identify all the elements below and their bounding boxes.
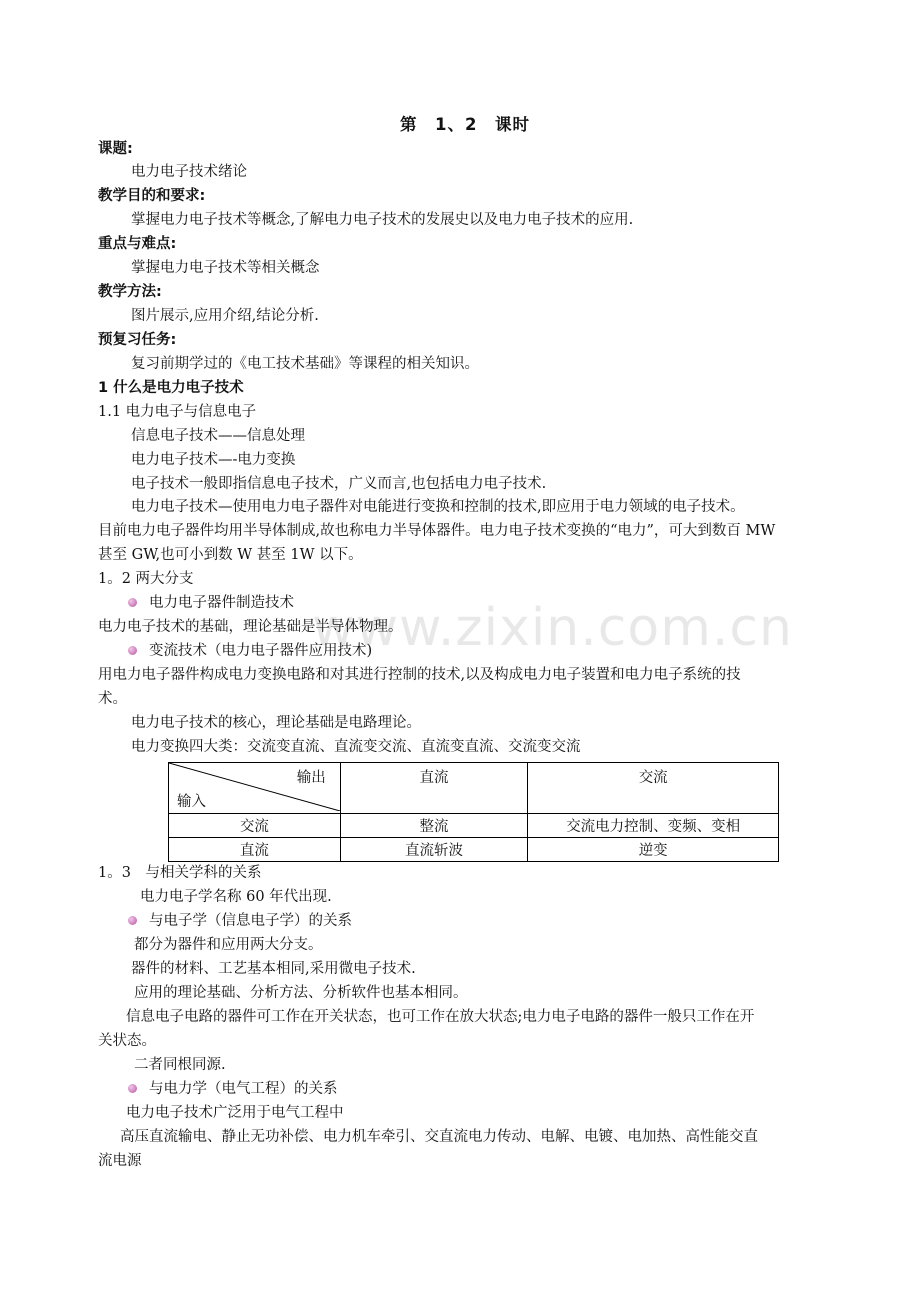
paragraph-line: 术。 [98,691,127,707]
paragraph-line: 电子技术一般即指信息电子技术，广义而言,也包括电力电子技术. [131,476,547,492]
topic-label: 课题: [98,141,133,157]
table-row [169,838,779,862]
topic-text: 电力电子技术绪论 [131,164,247,180]
key-text: 掌握电力电子技术等相关概念 [131,260,320,276]
section-1-heading: 1 什么是电力电子技术 [98,380,244,396]
paragraph-line: 信息电子技术——信息处理 [131,428,305,444]
paragraph-line: 电力电子学名称 60 年代出现. [140,889,332,905]
bullet-label: 变流技术（电力电子器件应用技术) [149,643,373,659]
paragraph-line: 甚至 GW,也可小到数 W 甚至 1W 以下。 [98,547,363,563]
row-input-cell: 交流 [169,814,341,838]
table-row [169,814,779,838]
goal-text: 掌握电力电子技术等概念,了解电力电子技术的发展史以及电力电子技术的应用. [131,212,634,228]
conversion-table [168,762,779,862]
bullet-item [128,641,372,661]
paragraph-line: 目前电力电子器件均用半导体制成,故也称电力半导体器件。电力电子技术变换的“电力”，可大到数百 MW [98,523,776,539]
paragraph-line: 流电源 [98,1153,142,1169]
paragraph-line: 电力电子技术—-电力变换 [131,452,296,468]
paragraph-line: 二者同根同源. [134,1057,226,1073]
key-label: 重点与难点: [98,236,177,252]
goal-label: 教学目的和要求: [98,188,206,204]
table-header-row [169,763,779,814]
paragraph-line: 都分为器件和应用两大分支。 [134,937,323,953]
paragraph-line: 关状态。 [98,1033,156,1049]
column-header-ac: 交流 [528,763,779,814]
corner-input-label: 输入 [177,794,206,810]
paragraph-line: 用电力电子器件构成电力变换电路和对其进行控制的技术,以及构成电力电子装置和电力电子系统的技 [98,667,741,683]
table-cell: 交流电力控制、变频、变相 [528,814,779,838]
paragraph-line: 电力电子技术广泛用于电气工程中 [126,1105,344,1121]
watermark: www.zixin.com.cn [312,598,793,658]
table-cell: 整流 [340,814,528,838]
section-1-1-heading: 1.1 电力电子与信息电子 [98,404,257,420]
bullet-icon [128,1084,137,1093]
row-input-cell: 直流 [169,838,341,862]
paragraph-line: 应用的理论基础、分析方法、分析软件也基本相同。 [134,985,468,1001]
section-1-3-heading: 1。3 与相关学科的关系 [98,865,262,881]
table-cell: 直流斩波 [340,838,528,862]
bullet-icon [128,646,137,655]
column-header-dc: 直流 [340,763,528,814]
bullet-item [128,911,352,931]
method-text: 图片展示,应用介绍,结论分析. [131,308,319,324]
task-label: 预复习任务: [98,332,177,348]
bullet-item [128,1079,338,1099]
paragraph-line: 电力电子技术—使用电力电子器件对电能进行变换和控制的技术,即应用于电力领域的电子技术。 [131,499,745,515]
section-1-2-heading: 1。2 两大分支 [98,571,194,587]
bullet-label: 与电子学（信息电子学）的关系 [149,913,352,929]
paragraph-line: 电力电子技术的核心，理论基础是电路理论。 [131,715,421,731]
paragraph-line: 器件的材料、工艺基本相同,采用微电子技术. [131,961,416,977]
bullet-label: 与电力学（电气工程）的关系 [149,1081,338,1097]
paragraph-line: 高压直流输电、静止无功补偿、电力机车牵引、交直流电力传动、电解、电镀、电加热、高性能交直 [120,1129,758,1145]
bullet-icon [128,598,137,607]
method-label: 教学方法: [98,284,162,300]
table-cell: 逆变 [528,838,779,862]
task-text: 复习前期学过的《电工技术基础》等课程的相关知识。 [131,356,479,372]
bullet-icon [128,916,137,925]
paragraph-line: 电力变换四大类：交流变直流、直流变交流、直流变直流、交流变交流 [131,739,581,755]
corner-output-label: 输出 [296,770,326,786]
paragraph-line: 信息电子电路的器件可工作在开关状态，也可工作在放大状态;电力电子电路的器件一般只工作在开 [126,1009,755,1025]
paragraph-line: 电力电子技术的基础，理论基础是半导体物理。 [98,619,403,635]
table-corner-cell [169,763,341,814]
page-title: 第 1、2 课时 [400,115,530,134]
bullet-item [128,593,294,613]
bullet-label: 电力电子器件制造技术 [149,595,294,611]
